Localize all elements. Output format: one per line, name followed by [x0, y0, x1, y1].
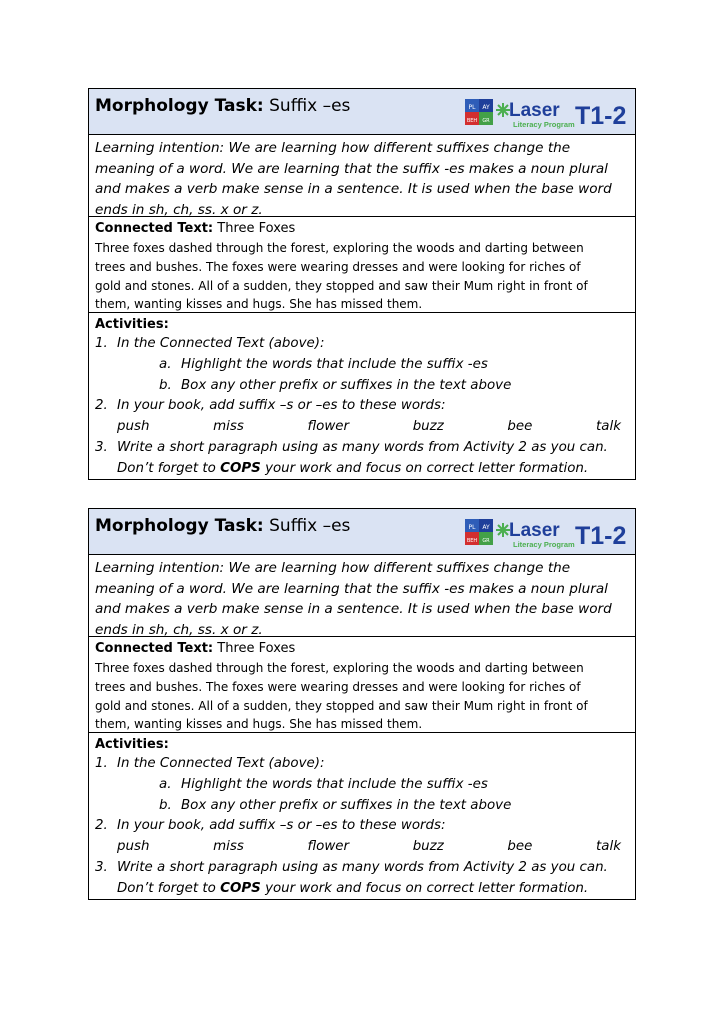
word-item: push — [117, 419, 150, 435]
connected-line: trees and bushes. The foxes were wearing dresses and were looking for riches of — [95, 259, 581, 274]
connected-body — [95, 659, 629, 734]
star-burst-icon — [496, 523, 510, 537]
logo-sub: Literacy Program — [513, 540, 575, 549]
word-item: buzz — [412, 419, 444, 435]
title-suffix: Suffix –es — [269, 516, 351, 536]
task-card — [88, 508, 636, 900]
word-item: buzz — [412, 839, 444, 855]
activities — [89, 733, 635, 900]
word-item: bee — [507, 419, 533, 435]
word-list — [95, 837, 629, 858]
word-item: miss — [213, 839, 244, 855]
connected-text — [89, 637, 635, 733]
word-list — [95, 417, 629, 438]
logo-tile-1: PL — [468, 524, 476, 531]
connected-line: Three foxes dashed through the forest, exploring the woods and darting between — [95, 241, 584, 255]
intro-line: ends in sh, ch, ss. x or z. — [95, 201, 263, 218]
activity-1: 1. In the Connected Text (above): — [95, 336, 325, 351]
cops-keyword: COPS — [220, 880, 261, 896]
logo-tile-3: BEH — [466, 538, 478, 544]
activity-1b: b. Box any other prefix or suffixes in the text above — [159, 797, 512, 813]
activities-heading: Activities: — [95, 737, 169, 752]
intro-line: and makes a verb make sense in a sentence. It is used when the base word — [95, 601, 612, 617]
connected-line: gold and stones. All of a sudden, they stopped and saw their Mum right in front of — [95, 698, 588, 713]
word-item: flower — [307, 839, 350, 855]
card-header — [89, 89, 635, 135]
connected-line: Three foxes dashed through the forest, exploring the woods and darting between — [95, 661, 584, 675]
intro-line: Learning intention: We are learning how different suffixes change the — [95, 140, 571, 156]
laser-logo — [465, 517, 629, 549]
cops-keyword: COPS — [220, 460, 261, 476]
intro-line: meaning of a word. We are learning that the suffix -es makes a noun plural — [95, 160, 608, 177]
title-bold: Morphology Task: — [95, 516, 264, 536]
word-item: talk — [596, 419, 621, 435]
activity-2: 2. In your book, add suffix –s or –es to these words: — [95, 398, 446, 414]
intro-line: ends in sh, ch, ss. x or z. — [95, 621, 263, 638]
connected-line: them, wanting kisses and hugs. She has missed them. — [95, 717, 423, 732]
connected-heading: Connected Text: Three Foxes — [95, 221, 296, 236]
card-title — [95, 95, 350, 117]
logo-level: T1-2 — [575, 102, 627, 129]
connected-line: gold and stones. All of a sudden, they stopped and saw their Mum right in front of — [95, 278, 588, 293]
star-burst-icon — [496, 103, 510, 117]
logo-tile-4: GR — [482, 118, 490, 124]
activity-1a: a. Highlight the words that include the suffix -es — [159, 776, 488, 792]
connected-body — [95, 239, 629, 314]
connected-heading: Connected Text: Three Foxes — [95, 641, 296, 656]
activities — [89, 313, 635, 480]
logo-tile-2: AY — [482, 524, 490, 531]
logo-tile-3: BEH — [466, 118, 478, 124]
logo-tile-1: PL — [468, 104, 476, 111]
logo-sub: Literacy Program — [513, 120, 575, 129]
intro-line: Learning intention: We are learning how different suffixes change the — [95, 560, 571, 576]
card-title — [95, 515, 350, 537]
logo-tile-2: AY — [482, 104, 490, 111]
intro-line: meaning of a word. We are learning that the suffix -es makes a noun plural — [95, 580, 608, 597]
learning-intention — [89, 555, 635, 637]
activity-1: 1. In the Connected Text (above): — [95, 756, 325, 771]
activity-3: 3. Write a short paragraph using as many words from Activity 2 as you can. — [95, 439, 608, 455]
intro-line: and makes a verb make sense in a sentence. It is used when the base word — [95, 181, 612, 197]
activity-3: 3. Write a short paragraph using as many words from Activity 2 as you can. — [95, 859, 608, 875]
card-header — [89, 509, 635, 555]
title-bold: Morphology Task: — [95, 96, 264, 116]
word-item: push — [117, 839, 150, 855]
connected-line: them, wanting kisses and hugs. She has missed them. — [95, 297, 423, 312]
title-suffix: Suffix –es — [269, 96, 351, 116]
logo-tile-4: GR — [482, 538, 490, 544]
logo-word: Laser — [509, 520, 560, 541]
activity-3-cont: Don’t forget to COPS your work and focus on correct letter formation. — [117, 460, 589, 476]
activity-3-cont: Don’t forget to COPS your work and focus on correct letter formation. — [117, 880, 589, 896]
connected-line: trees and bushes. The foxes were wearing dresses and were looking for riches of — [95, 679, 581, 694]
logo-word: Laser — [509, 100, 560, 121]
connected-text — [89, 217, 635, 313]
learning-intention — [89, 135, 635, 217]
word-item: miss — [213, 419, 244, 435]
task-card — [88, 88, 636, 480]
word-item: talk — [596, 839, 621, 855]
activity-1a: a. Highlight the words that include the suffix -es — [159, 356, 488, 372]
activity-2: 2. In your book, add suffix –s or –es to these words: — [95, 818, 446, 834]
activities-heading: Activities: — [95, 317, 169, 332]
activity-1b: b. Box any other prefix or suffixes in the text above — [159, 377, 512, 393]
laser-logo — [465, 97, 629, 129]
word-item: flower — [307, 419, 350, 435]
word-item: bee — [507, 839, 533, 855]
logo-level: T1-2 — [575, 522, 627, 549]
